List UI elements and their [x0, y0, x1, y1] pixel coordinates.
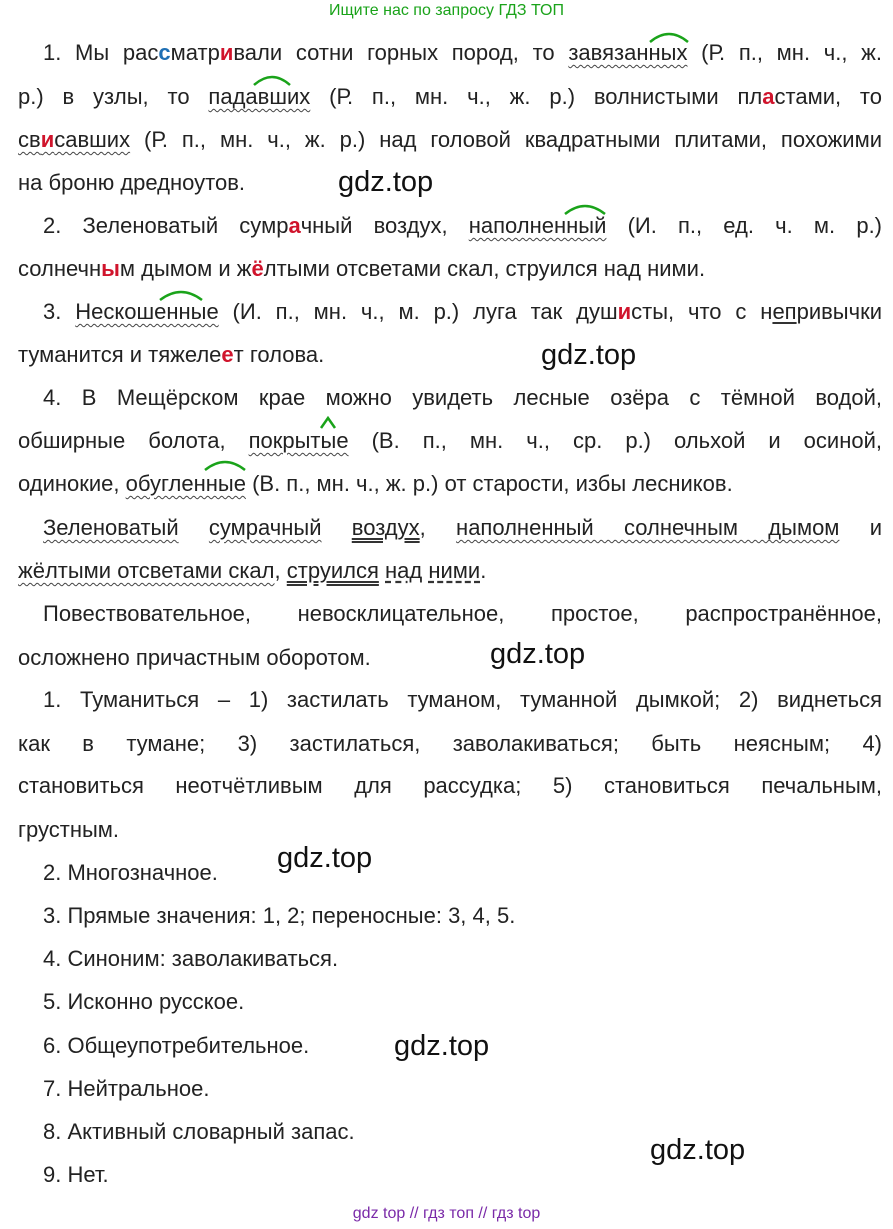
lexical-item-7: 7. Нейтральное. [43, 1076, 210, 1101]
suffix-arc-5 [318, 416, 338, 430]
lexical-item-9: 9. Нет. [43, 1162, 109, 1187]
lexical-item-6: 6. Общеупотребительное. [43, 1033, 310, 1058]
characteristic-line-2: осложнено причастным оборотом. [18, 645, 371, 670]
watermark: gdz.top [394, 1030, 490, 1062]
suffix-arc-1 [648, 30, 690, 44]
lexical-item-2: 2. Многозначное. [43, 860, 218, 885]
sentence-2-line-2: солнечным дымом и жёлтыми отсветами скал, струился над ними. [18, 256, 706, 281]
participle-padavshih: падавших [208, 84, 311, 109]
lexical-item-5: 5. Исконно русское. [43, 989, 245, 1014]
predicate: струился [286, 558, 379, 583]
subject: воздух [351, 515, 420, 540]
footer: gdz top // гдз топ // гдз top [352, 1205, 541, 1222]
sentence-4-line-2: обширные болота, покрытые (В. п., мн. ч., ср. р.) ольхой и осиной, [18, 428, 882, 453]
participle-napolnennyj: наполненный [468, 213, 607, 238]
suffix-arc-2 [252, 73, 292, 87]
watermark: gdz.top [650, 1134, 746, 1166]
sentence-1-line-3: свисавших (Р. п., мн. ч., ж. р.) над головой квадратными плитами, похожими [18, 127, 882, 152]
lexical-line-4: грустным. [18, 817, 120, 842]
sentence-3-line-2: туманится и тяжелеет голова. [18, 342, 325, 367]
watermark: gdz.top [338, 166, 434, 198]
characteristic-line-1: Повествовательное, невосклицательное, простое, распространённое, [43, 601, 882, 626]
lexical-line-2: как в тумане; 3) застилаться, заволакиваться; быть неясным; 4) [18, 731, 882, 756]
watermark: gdz.top [541, 339, 637, 371]
lexical-item-3: 3. Прямые значения: 1, 2; переносные: 3, 4, 5. [43, 903, 516, 928]
suffix-arc-4 [158, 288, 204, 302]
lexical-line-1: 1. Туманиться – 1) застилать туманом, туманной дымкой; 2) виднеться [43, 687, 882, 712]
watermark: gdz.top [490, 638, 586, 670]
top-banner: Ищите нас по запросу ГДЗ ТОП [329, 2, 564, 19]
lexical-item-4: 4. Синоним: заволакиваться. [43, 946, 339, 971]
watermark: gdz.top [277, 842, 373, 874]
sentence-1-line-4: на броню дредноутов. [18, 170, 245, 195]
sentence-4-line-1: 4. В Мещёрском крае можно увидеть лесные озёра с тёмной водой, [43, 385, 882, 410]
parse-line-2: жёлтыми отсветами скал, струился над ними. [18, 558, 487, 583]
sentence-3-line-1: 3. Нескошенные (И. п., мн. ч., м. р.) луга так душисты, что с непривычки [43, 299, 882, 324]
participle-obuglennye: обугленные [125, 471, 246, 496]
sentence-1-line-1: 1. Мы рассматривали сотни горных пород, то завязанных (Р. п., мн. ч., ж. [43, 40, 882, 65]
parse-line-1: Зеленоватый сумрачный воздух, наполненный солнечным дымом и [43, 515, 883, 540]
lexical-item-8: 8. Активный словарный запас. [43, 1119, 355, 1144]
sentence-2-line-1: 2. Зеленоватый сумрачный воздух, наполненный (И. п., ед. ч. м. р.) [43, 213, 883, 238]
participle-pokrytye: покрытые [248, 428, 349, 453]
participle-neskoshennye: Нескошенные [75, 299, 219, 324]
suffix-arc-6 [203, 458, 247, 472]
suffix-arc-3 [563, 202, 607, 216]
sentence-1-line-2: р.) в узлы, то падавших (Р. п., мн. ч., ж. р.) волнистыми пластами, то [18, 84, 883, 109]
sentence-4-line-3: одинокие, обугленные (В. п., мн. ч., ж. р.) от старости, избы лесников. [18, 471, 733, 496]
participle-zavyazannyh: завязанных [568, 40, 688, 65]
lexical-line-3: становиться неотчётливым для рассудка; 5) становиться печальным, [18, 773, 882, 798]
